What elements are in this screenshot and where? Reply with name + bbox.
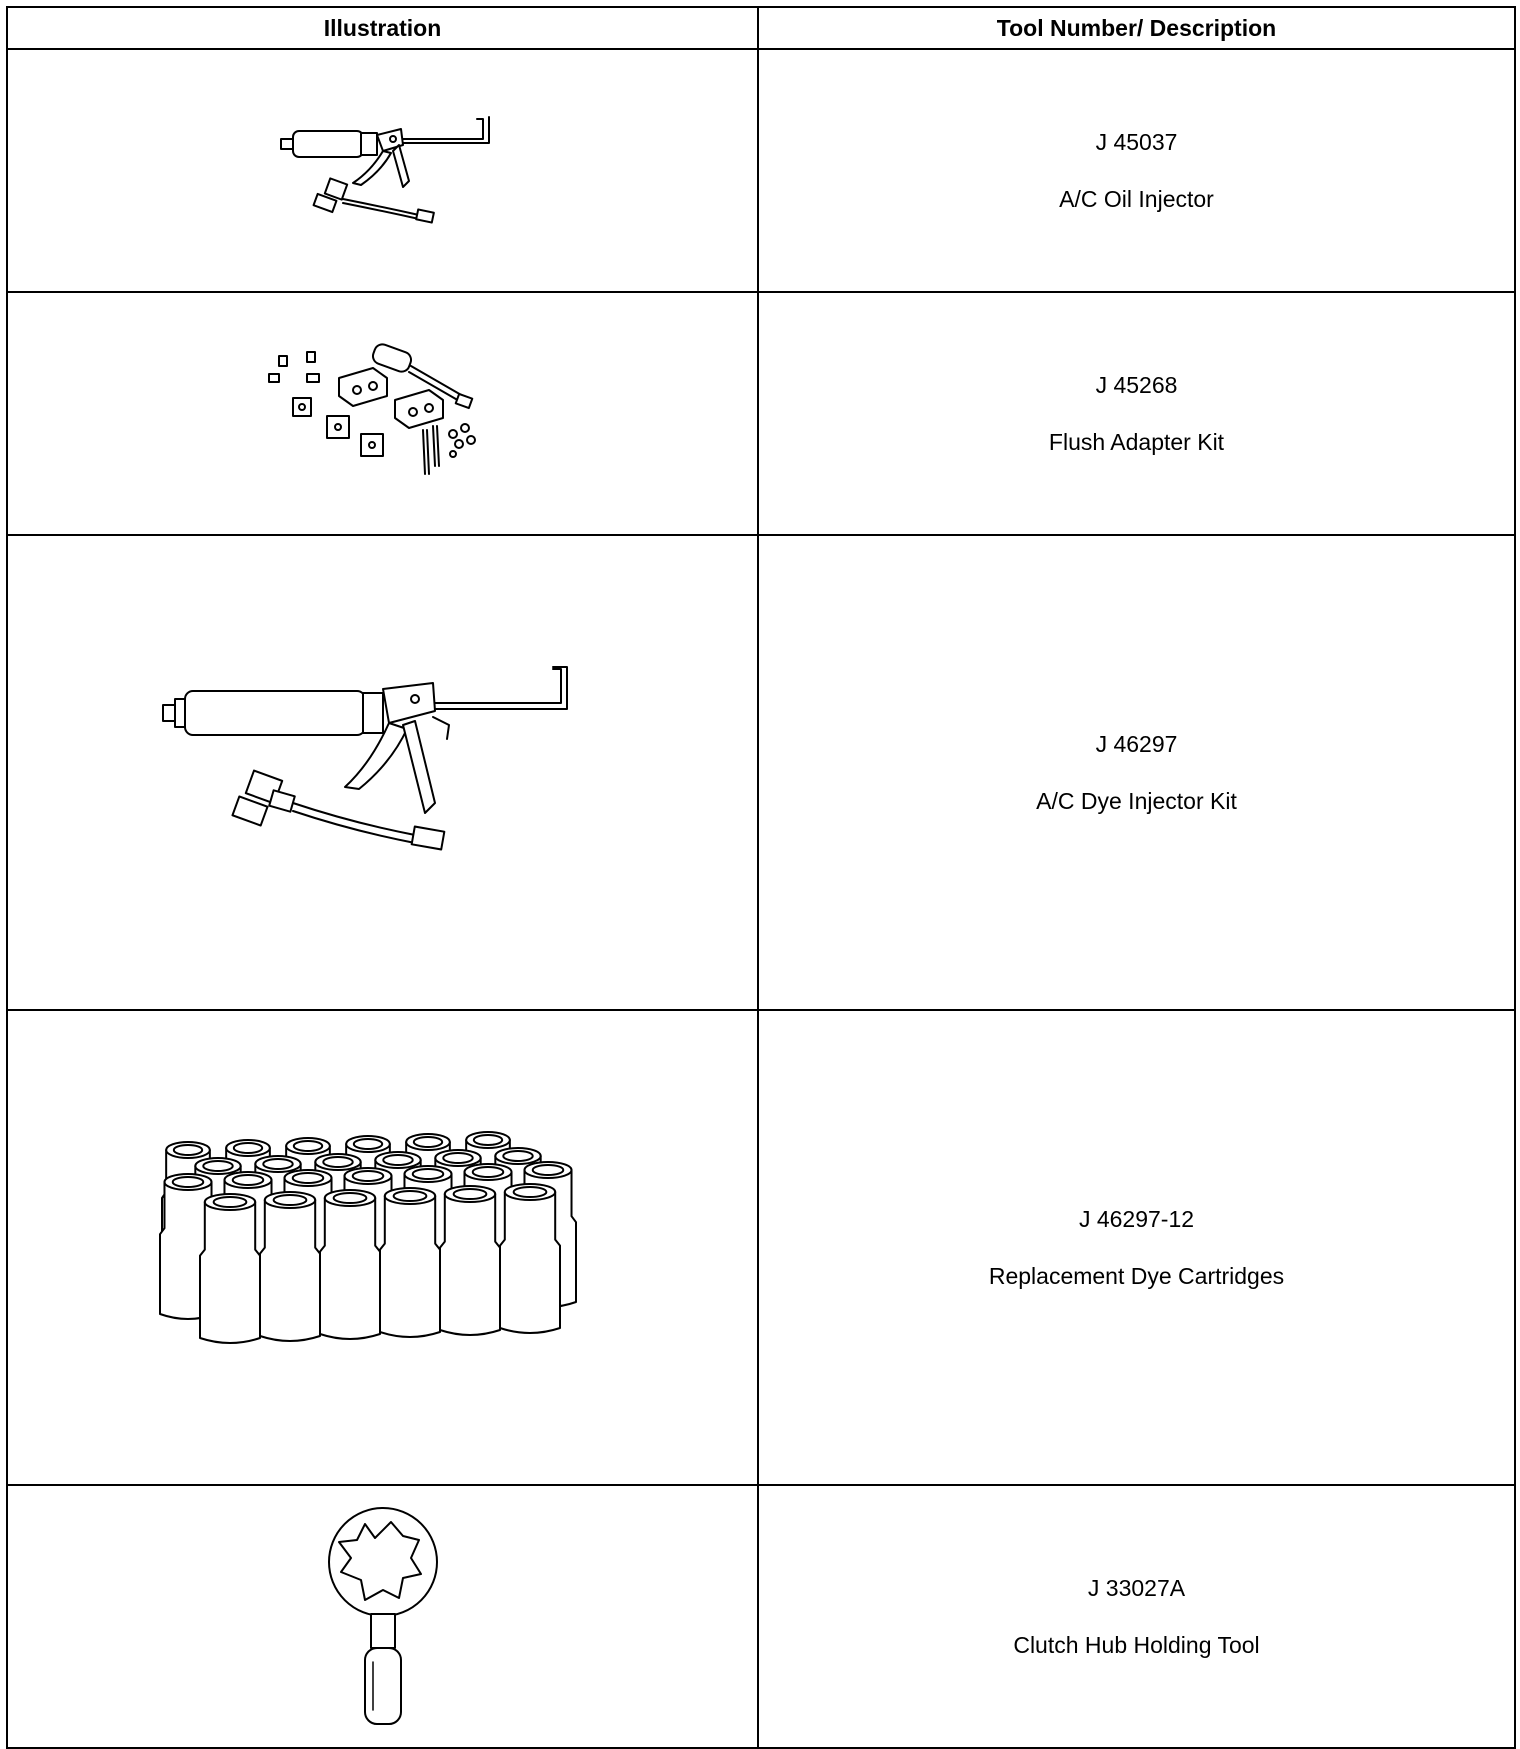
description-cell bbox=[758, 49, 1515, 292]
dye-injector-kit-icon bbox=[153, 663, 613, 883]
cartridge-bottle bbox=[260, 1192, 320, 1341]
table-header-row bbox=[7, 7, 1515, 49]
tool-number: J 45037 bbox=[1095, 128, 1178, 155]
tool-description: Clutch Hub Holding Tool bbox=[1013, 1631, 1260, 1658]
table-row bbox=[7, 292, 1515, 535]
description-cell bbox=[758, 292, 1515, 535]
description-cell bbox=[758, 535, 1515, 1010]
illustration-cell bbox=[7, 535, 758, 1010]
tool-description: A/C Oil Injector bbox=[1059, 185, 1214, 212]
illustration-cell bbox=[7, 1010, 758, 1485]
cartridge-bottle bbox=[200, 1194, 260, 1343]
tool-description: Flush Adapter Kit bbox=[1048, 428, 1225, 455]
description-cell bbox=[758, 1010, 1515, 1485]
tool-number: J 45268 bbox=[1095, 371, 1178, 398]
clutch-hub-holding-tool-icon bbox=[313, 1502, 453, 1732]
oil-injector-icon bbox=[253, 111, 513, 231]
tool-number: J 46297 bbox=[1095, 730, 1178, 757]
cartridge-bottle bbox=[320, 1190, 380, 1339]
illustration-cell bbox=[7, 49, 758, 292]
header-illustration: Illustration bbox=[7, 7, 758, 49]
cartridge-bottle bbox=[380, 1188, 440, 1337]
table-row bbox=[7, 1010, 1515, 1485]
illustration-cell bbox=[7, 1485, 758, 1748]
illustration-cell bbox=[7, 292, 758, 535]
special-tools-table bbox=[6, 6, 1516, 1749]
table-row bbox=[7, 49, 1515, 292]
table-row bbox=[7, 1485, 1515, 1748]
flush-adapter-kit-icon bbox=[253, 334, 513, 494]
dye-cartridges-icon bbox=[148, 1128, 618, 1368]
cartridge-bottle bbox=[440, 1186, 500, 1335]
table-row bbox=[7, 535, 1515, 1010]
header-tool-number-description: Tool Number/ Description bbox=[758, 7, 1515, 49]
tool-number: J 46297-12 bbox=[1078, 1205, 1195, 1232]
tool-description: A/C Dye Injector Kit bbox=[1036, 787, 1237, 814]
description-cell bbox=[758, 1485, 1515, 1748]
tool-number: J 33027A bbox=[1087, 1574, 1186, 1601]
tool-description: Replacement Dye Cartridges bbox=[988, 1262, 1285, 1289]
cartridge-bottle bbox=[500, 1184, 560, 1333]
